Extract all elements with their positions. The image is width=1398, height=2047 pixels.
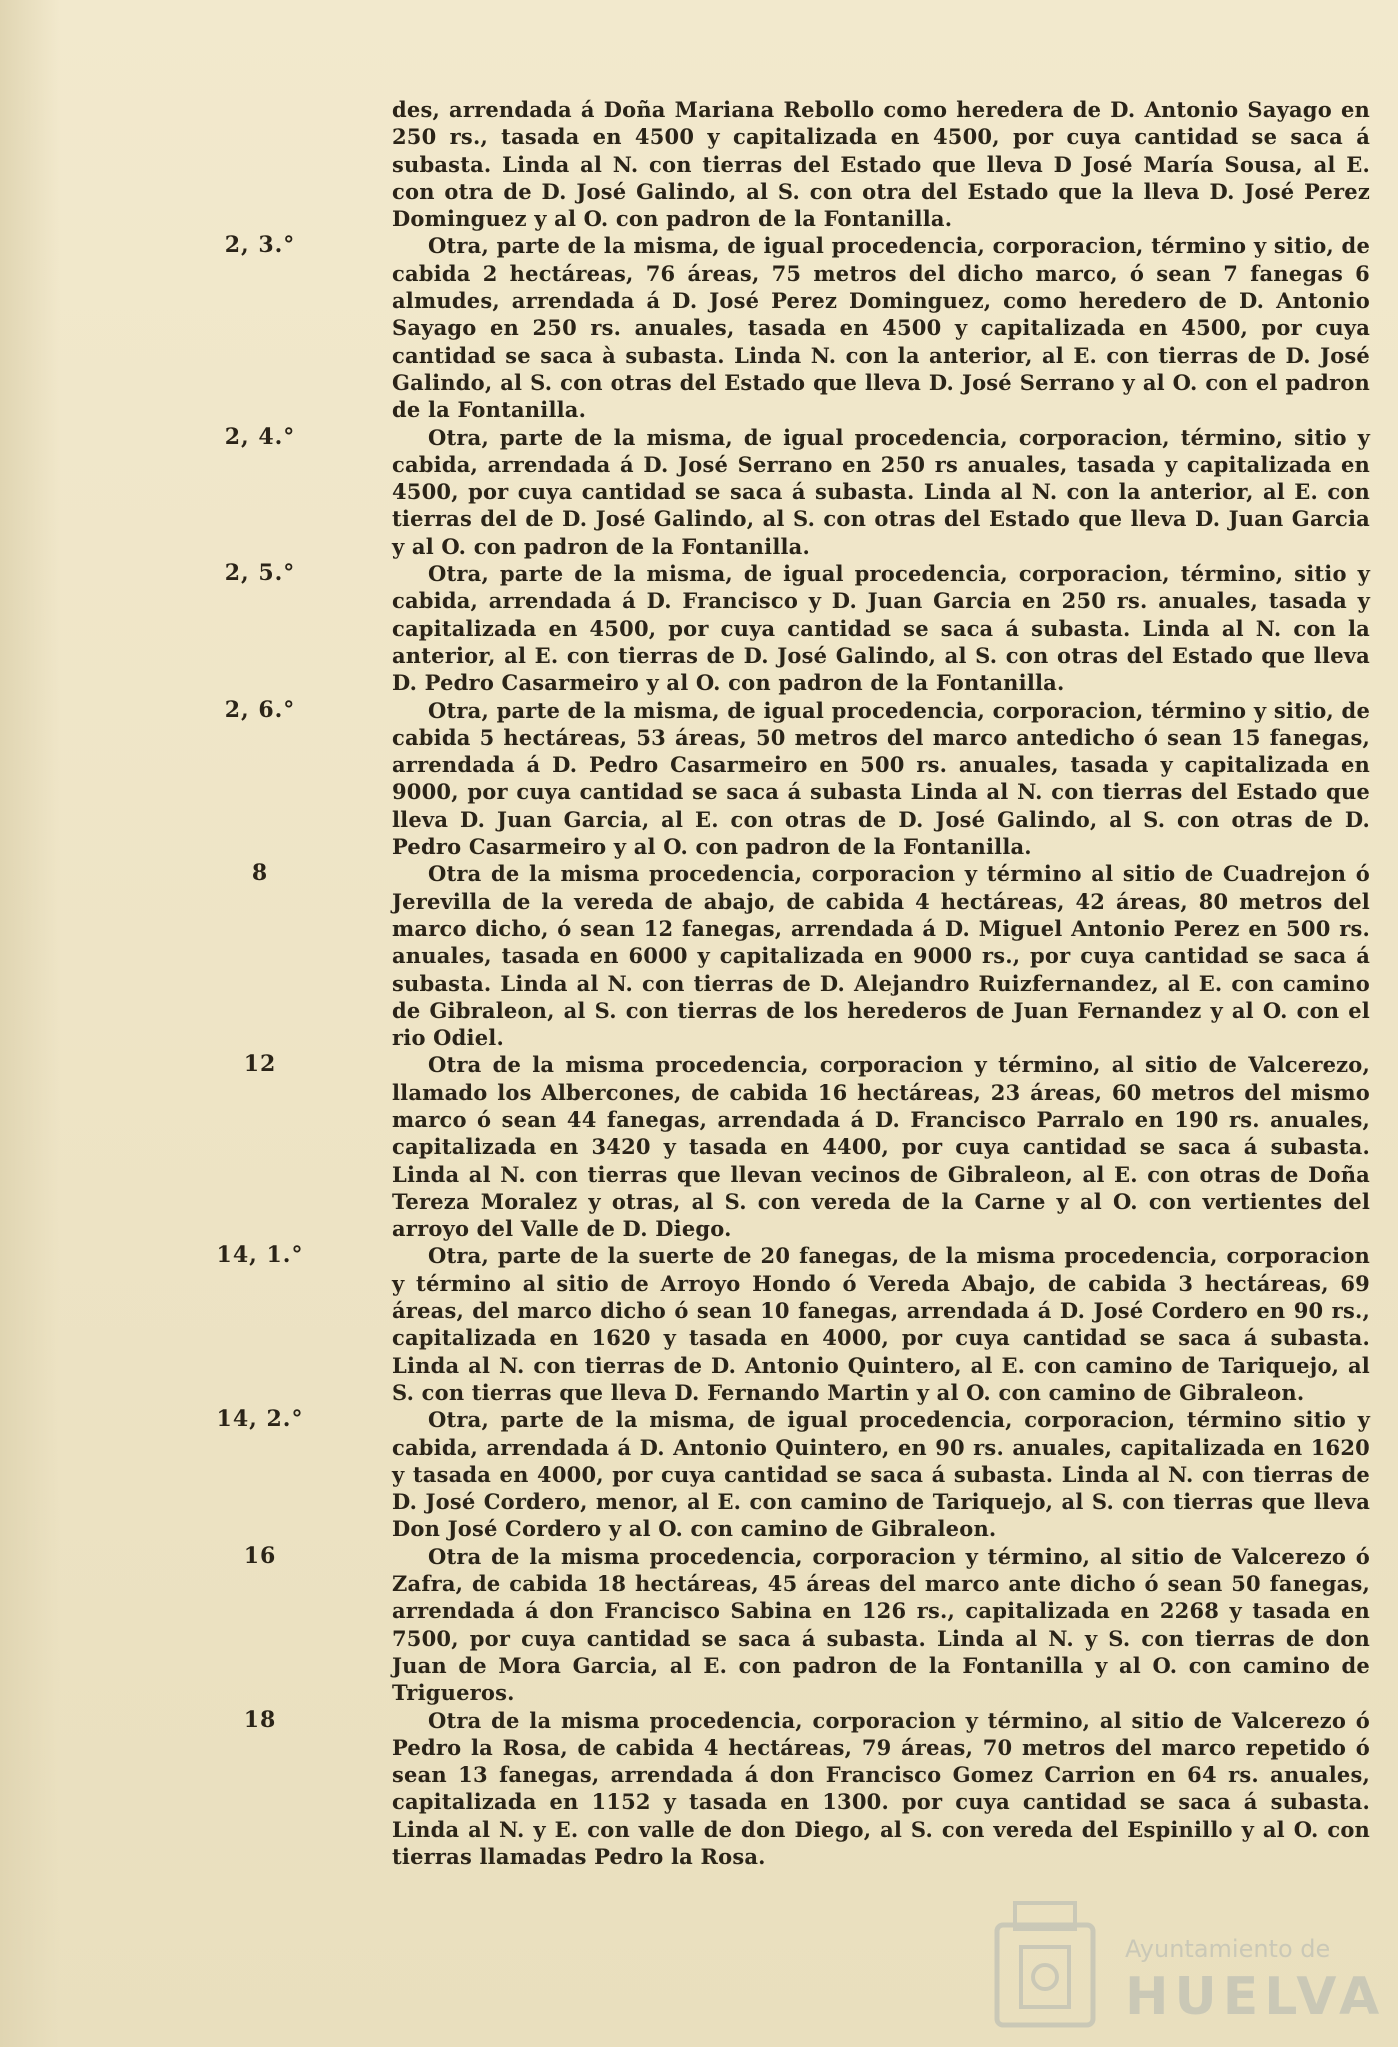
watermark-line2: HUELVA xyxy=(1125,1967,1386,2027)
entry-text: Otra de la misma procedencia, corporacion y término, al sitio de Valcerezo ó Pedro la Rosa, de cabida 4 hectáreas, 79 áreas, 70 metros del marco repetido ó sean 13 fanegas, arrendada á don Francisco Gomez Carrion en 64 rs. anuales, capitalizada en 1152 y tasada en 1300. por cuya cantidad se saca á subasta. Linda al N. y E. con valle de don Diego, al S. con vereda del Espinillo y al O. con tierras llamadas Pedro la Rosa. xyxy=(392,1707,1370,1869)
entry-2-4 xyxy=(0,424,1398,560)
entry-14-2 xyxy=(0,1406,1398,1542)
entry-text: Otra, parte de la misma, de igual procedencia, corporacion, término, sitio y cabida, arrendada á D. Francisco y D. Juan Garcia en 250 rs. anuales, tasada y capitalizada en 4500, por cuya cantidad se saca á subasta. Linda al N. con la anterior, al E. con tierras de D. José Galindo, al S. con otras del Estado que lleva D. Pedro Casarmeiro y al O. con padron de la Fontanilla. xyxy=(392,561,1370,696)
entry-text: Otra de la misma procedencia, corporacion y término, al sitio de Valcerezo, llamado los Albercones, de cabida 16 hectáreas, 23 áreas, 60 metros del mismo marco ó sean 44 fanegas, arrendada á D. Francisco Parralo en 190 rs. anuales, capitalizada en 3420 y tasada en 4400, por cuya cantidad se saca á subasta. Linda al N. con tierras que llevan vecinos de Gibraleon, al E. con otras de Doña Tereza Moralez y otras, al S. con vereda de la Carne y al O. con vertientes del arroyo del Valle de D. Diego. xyxy=(392,1052,1370,1242)
entry-18 xyxy=(0,1707,1398,1871)
entry-text: Otra, parte de la suerte de 20 fanegas, de la misma procedencia, corporacion y término al sitio de Arroyo Hondo ó Vereda Abajo, de cabida 3 hectáreas, 69 áreas, del marco dicho ó sean 10 fanegas, arrendada á D. José Cordero en 90 rs., capitalizada en 1620 y tasada en 4000, por cuya cantidad se saca á subasta. Linda al N. con tierras de D. Antonio Quintero, al E. con camino de Tariquejo, al S. con tierras que lleva D. Fernando Martin y al O. con camino de Gibraleon. xyxy=(392,1243,1370,1405)
entry-text: Otra, parte de la misma, de igual procedencia, corporacion, término, sitio y cabida, arrendada á D. José Serrano en 250 rs anuales, tasada y capitalizada en 4500, por cuya cantidad se saca á subasta. Linda al N. con la anterior, al E. con tierras del de D. José Galindo, al S. con otras del Estado que lleva D. Juan Garcia y al O. con padron de la Fontanilla. xyxy=(392,424,1370,559)
coat-of-arms-icon xyxy=(985,1895,1105,2035)
entry-number: 18 xyxy=(243,1706,277,1733)
entry-number: 16 xyxy=(243,1542,277,1569)
entry-text: Otra de la misma procedencia, corporacion y término, al sitio de Valcerezo ó Zafra, de cabida 18 hectáreas, 45 áreas del marco ante dicho ó sean 50 fanegas, arrendada á don Francisco Sabina en 126 rs., capitalizada en 2268 y tasada en 7500, por cuya cantidad se saca á subasta. Linda al N. y S. con tierras de don Juan de Mora Garcia, al E. con padron de la Fontanilla y al O. con camino de Trigueros. xyxy=(392,1543,1370,1706)
entry-12 xyxy=(0,1051,1398,1242)
ayuntamiento-watermark xyxy=(985,1895,1385,2035)
entry-text: Otra, parte de la misma, de igual procedencia, corporacion, término sitio y cabida, arrendada á D. Antonio Quintero, en 90 rs. anuales, capitalizada en 1620 y tasada en 4000, por cuya cantidad se saca á subasta. Linda al N. con tierras de D. José Cordero, menor, al E. con camino de Tariquejo, al S. con tierras que lleva Don José Cordero y al O. con camino de Gibraleon. xyxy=(392,1407,1370,1542)
entry-text: Otra, parte de la misma, de igual procedencia, corporacion, término y sitio, de cabida 2 hectáreas, 76 áreas, 75 metros del dicho marco, ó sean 7 fanegas 6 almudes, arrendada á D. José Perez Dominguez, como heredero de D. Antonio Sayago en 250 rs. anuales, tasada en 4500 y capitalizada en 4500, por cuya cantidad se saca à subasta. Linda N. con la anterior, al E. con tierras de D. José Galindo, al S. con otras del Estado que lleva D. José Serrano y al O. con el padron de la Fontanilla. xyxy=(392,233,1370,423)
entry-number: 12 xyxy=(243,1051,277,1078)
watermark-line1: Ayuntamiento de xyxy=(1125,1935,1331,1963)
entry-number: 8 xyxy=(251,860,269,887)
entry-text: des, arrendada á Doña Mariana Rebollo como heredera de D. Antonio Sayago en 250 rs., tasada en 4500 y capitalizada en 4500, por cuya cantidad se saca á subasta. Linda al N. con tierras del Estado que lleva D José María Sousa, al E. con otra de D. José Galindo, al S. con otra del Estado que la lleva D. José Perez Dominguez y al O. con padron de la Fontanilla. xyxy=(392,97,1370,232)
entry-number: 2, 6.° xyxy=(224,696,296,723)
entry-number: 2, 5.° xyxy=(224,560,296,587)
entries-list xyxy=(0,96,1398,1870)
entry-14-1 xyxy=(0,1242,1398,1406)
entry-number: 2, 3.° xyxy=(224,232,296,259)
entry-16 xyxy=(0,1543,1398,1707)
entry-2-6 xyxy=(0,697,1398,861)
entry-text: Otra, parte de la misma, de igual procedencia, corporacion, término y sitio, de cabida 5 hectáreas, 53 áreas, 50 metros del marco antedicho ó sean 15 fanegas, arrendada á D. Pedro Casarmeiro en 500 rs. anuales, tasada y capitalizada en 9000, por cuya cantidad se saca á subasta Linda al N. con tierras del Estado que lleva D. Juan Garcia, al E. con otras de D. José Galindo, al S. con otras de D. Pedro Casarmeiro y al O. con padron de la Fontanilla. xyxy=(392,697,1370,860)
entry-2-5 xyxy=(0,560,1398,696)
entry-number: 2, 4.° xyxy=(224,423,296,450)
entry-8 xyxy=(0,860,1398,1051)
entry-continuation xyxy=(0,96,1398,232)
entry-number: 14, 2.° xyxy=(216,1406,304,1433)
entry-2-3 xyxy=(0,232,1398,423)
entry-number: 14, 1.° xyxy=(216,1242,304,1269)
entry-text: Otra de la misma procedencia, corporacion y término al sitio de Cuadrejon ó Jerevilla de la vereda de abajo, de cabida 4 hectáreas, 42 áreas, 80 metros del marco dicho, ó sean 12 fanegas, arrendada á D. Miguel Antonio Perez en 500 rs. anuales, tasada en 6000 y capitalizada en 9000 rs., por cuya cantidad se saca á subasta. Linda al N. con tierras de D. Alejandro Ruizfernandez, al E. con camino de Gibraleon, al S. con tierras de los herederos de Juan Fernandez y al O. con el rio Odiel. xyxy=(392,861,1370,1051)
